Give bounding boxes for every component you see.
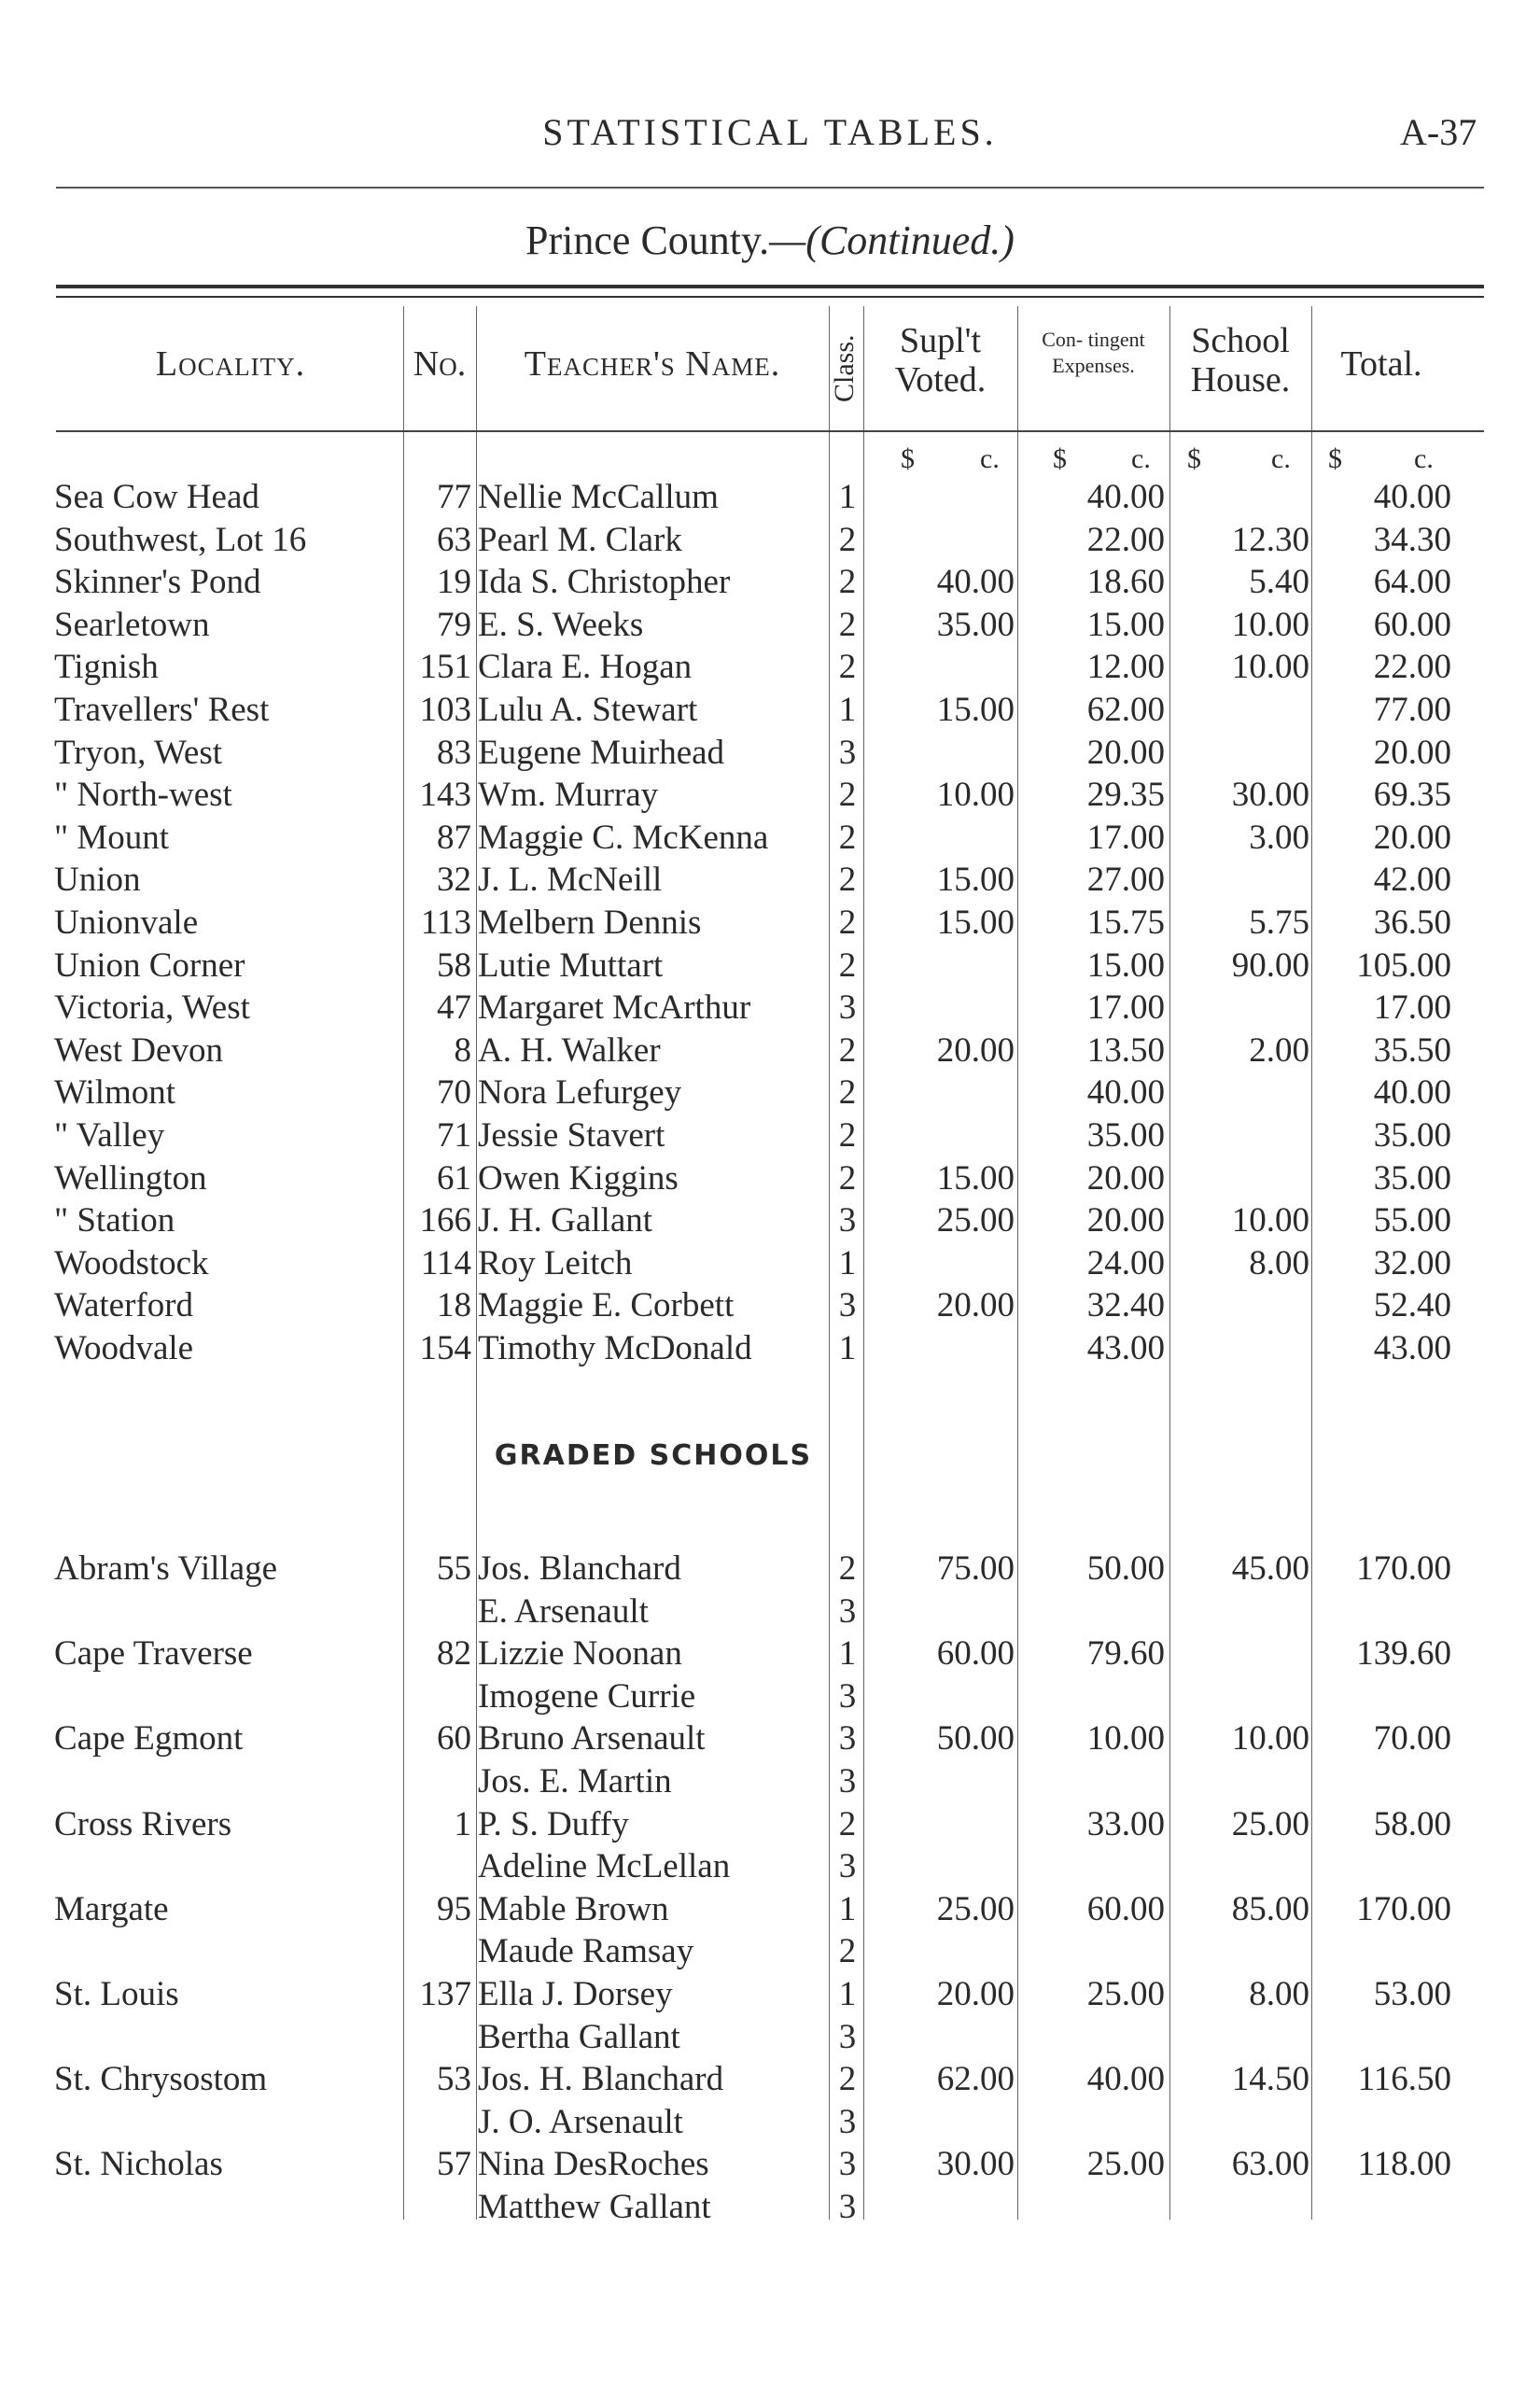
table-top-rule-thin [56,296,1484,298]
locality-cell: St. Louis [54,1975,179,2013]
contingent-cell: 15.75 [1086,904,1165,942]
table-row [0,2186,1540,2229]
table-row [0,1072,1540,1114]
contingent-cell: 25.00 [1086,2145,1165,2184]
cents-unit: c. [1414,443,1434,474]
contingent-cell: 20.00 [1086,1201,1165,1240]
contingent-cell: 17.00 [1086,818,1165,857]
number-cell: 58 [437,946,471,985]
number-cell: 18 [437,1286,471,1325]
contingent-cell: 35.00 [1086,1116,1165,1155]
class-cell: 2 [838,1158,857,1198]
total-cell: 70.00 [1373,1719,1451,1758]
contingent-cell: 43.00 [1086,1329,1165,1367]
locality-cell: Tryon, West [54,733,223,772]
locality-cell: Union Corner [54,946,245,985]
suplt-cell: 15.00 [936,691,1015,729]
contingent-cell: 15.00 [1086,946,1165,985]
number-cell: 77 [437,478,471,516]
locality-cell: Travellers' Rest [54,691,270,729]
teacher-cell: Imogene Currie [478,1676,696,1716]
class-cell: 2 [838,520,857,559]
total-cell: 60.00 [1373,605,1451,644]
table-row [0,1632,1540,1675]
locality-cell: Searletown [54,605,210,644]
table-row [0,1284,1540,1327]
locality-cell: " North-west [54,776,232,815]
table-row [0,902,1540,945]
teacher-cell: Maude Ramsay [478,1932,694,1971]
column-header-class: Class. [829,334,860,403]
class-cell: 3 [838,2102,857,2141]
locality-cell: St. Nicholas [54,2145,223,2184]
table-row [0,1760,1540,1803]
table-row [0,817,1540,860]
class-cell: 1 [838,478,857,516]
table-row [0,1590,1540,1633]
header-bottom-rule [56,430,1484,432]
contingent-cell: 33.00 [1086,1804,1165,1843]
dollar-unit: $ [1328,443,1342,474]
teacher-cell: Jos. H. Blanchard [478,2060,724,2099]
table-row [0,2101,1540,2144]
class-cell: 3 [838,988,857,1028]
suplt-cell: 75.00 [936,1549,1015,1588]
total-cell: 116.50 [1357,2060,1451,2099]
school-house-cell: 8.00 [1249,1975,1309,2013]
teacher-cell: Matthew Gallant [478,2188,711,2226]
table-row [0,2058,1540,2101]
number-cell: 61 [437,1158,471,1198]
number-cell: 154 [419,1329,471,1367]
contingent-cell: 50.00 [1086,1549,1165,1588]
locality-cell: Waterford [54,1286,194,1325]
suplt-cell: 20.00 [936,1286,1015,1325]
teacher-cell: Timothy McDonald [478,1329,752,1367]
table-row [0,519,1540,562]
table-row [0,476,1540,519]
school-house-cell: 2.00 [1249,1030,1309,1070]
total-cell: 35.00 [1373,1116,1451,1155]
contingent-cell: 13.50 [1086,1030,1165,1070]
contingent-cell: 18.60 [1086,563,1165,602]
table-row [0,1803,1540,1846]
table-row [0,1548,1540,1590]
table-row [0,1973,1540,2016]
number-cell: 57 [437,2145,471,2184]
contingent-cell: 12.00 [1086,648,1165,687]
number-cell: 137 [419,1975,471,2013]
teacher-cell: Melbern Dennis [478,904,702,942]
total-cell: 17.00 [1373,988,1451,1028]
teacher-cell: Wm. Murray [478,776,659,815]
teacher-cell: Bertha Gallant [478,2017,680,2056]
number-cell: 32 [437,861,471,900]
class-cell: 2 [838,2060,857,2099]
table-row [0,604,1540,647]
school-house-cell: 8.00 [1249,1243,1309,1282]
class-cell: 2 [838,1549,857,1588]
total-cell: 42.00 [1373,861,1451,900]
teacher-cell: Jos. Blanchard [478,1549,681,1588]
locality-cell: Wilmont [54,1073,176,1113]
total-cell: 34.30 [1373,520,1451,559]
number-cell: 151 [419,648,471,687]
cents-unit: c. [1271,443,1291,474]
class-cell: 2 [838,648,857,687]
suplt-cell: 25.00 [936,1201,1015,1240]
number-cell: 103 [419,691,471,729]
total-cell: 139.60 [1356,1634,1451,1674]
number-cell: 70 [437,1073,471,1113]
teacher-cell: Lizzie Noonan [478,1634,682,1674]
class-cell: 3 [838,1762,857,1801]
teacher-cell: A. H. Walker [478,1030,661,1070]
locality-cell: Cape Traverse [54,1634,253,1674]
teacher-cell: Nora Lefurgey [478,1073,682,1113]
table-row [0,1845,1540,1888]
class-cell: 1 [838,1329,857,1367]
cents-unit: c. [1131,443,1151,474]
total-cell: 40.00 [1373,478,1451,516]
total-cell: 32.00 [1373,1243,1451,1282]
column-header-teacher: Teacher's Name. [524,344,781,384]
teacher-cell: Lutie Muttart [478,946,664,985]
table-row [0,1242,1540,1285]
locality-cell: Margate [54,1889,169,1928]
number-cell: 166 [419,1201,471,1240]
total-cell: 52.40 [1373,1286,1451,1325]
column-header-total: Total. [1340,344,1422,384]
suplt-cell: 20.00 [936,1030,1015,1070]
number-cell: 87 [437,818,471,857]
teacher-cell: J. L. McNeill [478,861,663,900]
table-row [0,2143,1540,2186]
contingent-cell: 25.00 [1086,1975,1165,2013]
locality-cell: Sea Cow Head [54,478,259,516]
table-row [0,945,1540,988]
number-cell: 113 [420,904,471,942]
teacher-cell: Mable Brown [478,1889,669,1928]
total-cell: 22.00 [1373,648,1451,687]
total-cell: 170.00 [1356,1889,1451,1928]
suplt-cell: 62.00 [936,2060,1015,2099]
table-top-rule-thick [56,285,1484,288]
contingent-cell: 60.00 [1086,1889,1165,1928]
contingent-cell: 32.40 [1086,1286,1165,1325]
class-cell: 1 [838,691,857,729]
school-house-cell: 12.30 [1231,520,1309,559]
suplt-cell: 35.00 [936,605,1015,644]
number-cell: 1 [454,1804,471,1843]
class-cell: 3 [838,733,857,772]
number-cell: 55 [437,1549,471,1588]
table-row [0,1157,1540,1200]
contingent-cell: 20.00 [1086,733,1165,772]
locality-cell: West Devon [54,1030,223,1070]
teacher-cell: Roy Leitch [478,1243,633,1282]
total-cell: 69.35 [1373,776,1451,815]
graded-schools-label: GRADED SCHOOLS [494,1439,813,1472]
locality-cell: Victoria, West [54,988,250,1028]
table-row [0,561,1540,604]
number-cell: 53 [437,2060,471,2099]
locality-cell: Woodvale [54,1329,194,1367]
contingent-cell: 40.00 [1086,1073,1165,1113]
school-house-cell: 45.00 [1231,1549,1309,1588]
number-cell: 19 [437,563,471,602]
school-house-cell: 10.00 [1231,1719,1309,1758]
school-house-cell: 30.00 [1231,776,1309,815]
number-cell: 82 [437,1634,471,1674]
class-cell: 1 [838,1243,857,1282]
teacher-cell: Eugene Muirhead [478,733,725,772]
locality-cell: " Valley [54,1116,165,1155]
locality-cell: Union [54,861,141,900]
total-cell: 20.00 [1373,733,1451,772]
class-cell: 2 [838,818,857,857]
table-row [0,2016,1540,2059]
locality-cell: Southwest, Lot 16 [54,520,307,559]
class-cell: 3 [838,1847,857,1886]
teacher-cell: P. S. Duffy [478,1804,629,1843]
class-cell: 3 [838,1591,857,1631]
class-cell: 3 [838,2145,857,2184]
class-cell: 2 [838,861,857,900]
subtitle-main: Prince County. [525,217,770,263]
contingent-cell: 40.00 [1086,478,1165,516]
school-house-cell: 63.00 [1231,2145,1309,2184]
school-house-cell: 10.00 [1231,648,1309,687]
class-cell: 1 [838,1634,857,1674]
class-cell: 3 [838,2188,857,2226]
contingent-cell: 20.00 [1086,1158,1165,1198]
total-cell: 36.50 [1373,904,1451,942]
locality-cell: Cape Egmont [54,1719,244,1758]
school-house-cell: 25.00 [1231,1804,1309,1843]
class-cell: 2 [838,1804,857,1843]
teacher-cell: Bruno Arsenault [478,1719,706,1758]
school-house-cell: 10.00 [1231,1201,1309,1240]
locality-cell: St. Chrysostom [54,2060,268,2099]
subtitle-continued: —(Continued.) [769,217,1015,263]
total-cell: 105.00 [1356,946,1451,985]
teacher-cell: Maggie C. McKenna [478,818,769,857]
locality-cell: Tignish [54,648,159,687]
total-cell: 40.00 [1373,1073,1451,1113]
school-house-cell: 3.00 [1249,818,1309,857]
class-cell: 2 [838,563,857,602]
column-header-no: No. [413,344,467,384]
suplt-cell: 15.00 [936,1158,1015,1198]
contingent-cell: 62.00 [1086,691,1165,729]
table-row [0,774,1540,817]
teacher-cell: Pearl M. Clark [478,520,682,559]
class-cell: 3 [838,1719,857,1758]
teacher-cell: Ida S. Christopher [478,563,731,602]
number-cell: 79 [437,605,471,644]
locality-cell: " Station [54,1201,175,1240]
dollar-unit: $ [1053,443,1067,474]
suplt-cell: 25.00 [936,1889,1015,1928]
class-cell: 2 [838,776,857,815]
teacher-cell: Jos. E. Martin [478,1762,672,1801]
number-cell: 95 [437,1889,471,1928]
suplt-cell: 10.00 [936,776,1015,815]
column-header-locality: Locality. [155,344,306,384]
cents-unit: c. [980,443,1000,474]
contingent-cell: 40.00 [1086,2060,1165,2099]
contingent-cell: 15.00 [1086,605,1165,644]
teacher-cell: J. H. Gallant [478,1201,653,1240]
locality-cell: Wellington [54,1158,207,1198]
table-row [0,1675,1540,1718]
teacher-cell: Owen Kiggins [478,1158,679,1198]
suplt-cell: 15.00 [936,904,1015,942]
class-cell: 3 [838,2017,857,2056]
number-cell: 71 [437,1116,471,1155]
contingent-cell: 79.60 [1086,1634,1165,1674]
total-cell: 35.50 [1373,1030,1451,1070]
suplt-cell: 30.00 [936,2145,1015,2184]
running-title: STATISTICAL TABLES. [542,111,998,153]
table-row [0,1327,1540,1370]
number-cell: 114 [420,1243,471,1282]
teacher-cell: Lulu A. Stewart [478,691,698,729]
table-row [0,732,1540,775]
teacher-cell: Clara E. Hogan [478,648,693,687]
table-row [0,1888,1540,1931]
class-cell: 2 [838,605,857,644]
contingent-cell: 22.00 [1086,520,1165,559]
teacher-cell: Ella J. Dorsey [478,1975,673,2013]
table-row [0,1930,1540,1973]
total-cell: 118.00 [1357,2145,1451,2184]
number-cell: 83 [437,733,471,772]
contingent-cell: 17.00 [1086,988,1165,1028]
teacher-cell: Nellie McCallum [478,478,719,516]
school-house-cell: 85.00 [1231,1889,1309,1928]
class-cell: 3 [838,1201,857,1240]
locality-cell: Skinner's Pond [54,563,261,602]
class-cell: 2 [838,1073,857,1113]
class-cell: 3 [838,1286,857,1325]
number-cell: 143 [419,776,471,815]
class-cell: 2 [838,1932,857,1971]
teacher-cell: Adeline McLellan [478,1847,731,1886]
locality-cell: " Mount [54,818,170,857]
teacher-cell: E. Arsenault [478,1591,649,1631]
total-cell: 53.00 [1373,1975,1451,2013]
school-house-cell: 10.00 [1231,605,1309,644]
locality-cell: Abram's Village [54,1549,278,1588]
suplt-cell: 40.00 [936,563,1015,602]
class-cell: 2 [838,1030,857,1070]
table-row [0,646,1540,689]
total-cell: 55.00 [1373,1201,1451,1240]
total-cell: 64.00 [1373,563,1451,602]
total-cell: 170.00 [1356,1549,1451,1588]
table-row [0,1030,1540,1072]
teacher-cell: Nina DesRoches [478,2145,709,2184]
total-cell: 20.00 [1373,818,1451,857]
teacher-cell: Maggie E. Corbett [478,1286,735,1325]
number-cell: 60 [437,1719,471,1758]
class-cell: 2 [838,1116,857,1155]
total-cell: 77.00 [1373,691,1451,729]
school-house-cell: 5.40 [1249,563,1309,602]
table-subtitle [0,217,1540,264]
page-number: A-37 [1400,111,1477,153]
number-cell: 8 [454,1030,471,1070]
suplt-cell: 20.00 [936,1975,1015,2013]
column-header-contingent: Con- tingent Expenses. [1042,328,1145,377]
suplt-cell: 50.00 [936,1719,1015,1758]
table-row [0,1114,1540,1157]
table-row [0,987,1540,1030]
column-header-school-house: School House. [1190,321,1291,399]
dollar-unit: $ [901,443,915,474]
teacher-cell: Jessie Stavert [478,1116,665,1155]
suplt-cell: 15.00 [936,861,1015,900]
total-cell: 58.00 [1373,1804,1451,1843]
locality-cell: Unionvale [54,904,199,942]
total-cell: 35.00 [1373,1158,1451,1198]
dollar-unit: $ [1187,443,1201,474]
teacher-cell: Margaret McArthur [478,988,751,1028]
table-row [0,1199,1540,1242]
suplt-cell: 60.00 [936,1634,1015,1674]
contingent-cell: 10.00 [1086,1719,1165,1758]
contingent-cell: 24.00 [1086,1243,1165,1282]
total-cell: 43.00 [1373,1329,1451,1367]
column-header-suplt: Supl't Voted. [894,321,987,399]
number-cell: 47 [437,988,471,1028]
class-cell: 1 [838,1889,857,1928]
number-cell: 63 [437,520,471,559]
contingent-cell: 27.00 [1086,861,1165,900]
table-row [0,689,1540,732]
top-rule [56,187,1484,189]
contingent-cell: 29.35 [1086,776,1165,815]
school-house-cell: 14.50 [1231,2060,1309,2099]
table-row [0,1717,1540,1760]
school-house-cell: 90.00 [1231,946,1309,985]
locality-cell: Cross Rivers [54,1804,232,1843]
class-cell: 3 [838,1676,857,1716]
class-cell: 1 [838,1975,857,2013]
class-cell: 2 [838,946,857,985]
teacher-cell: E. S. Weeks [478,605,644,644]
locality-cell: Woodstock [54,1243,209,1282]
class-cell: 2 [838,904,857,942]
teacher-cell: J. O. Arsenault [478,2102,683,2141]
table-row [0,859,1540,902]
school-house-cell: 5.75 [1249,904,1309,942]
